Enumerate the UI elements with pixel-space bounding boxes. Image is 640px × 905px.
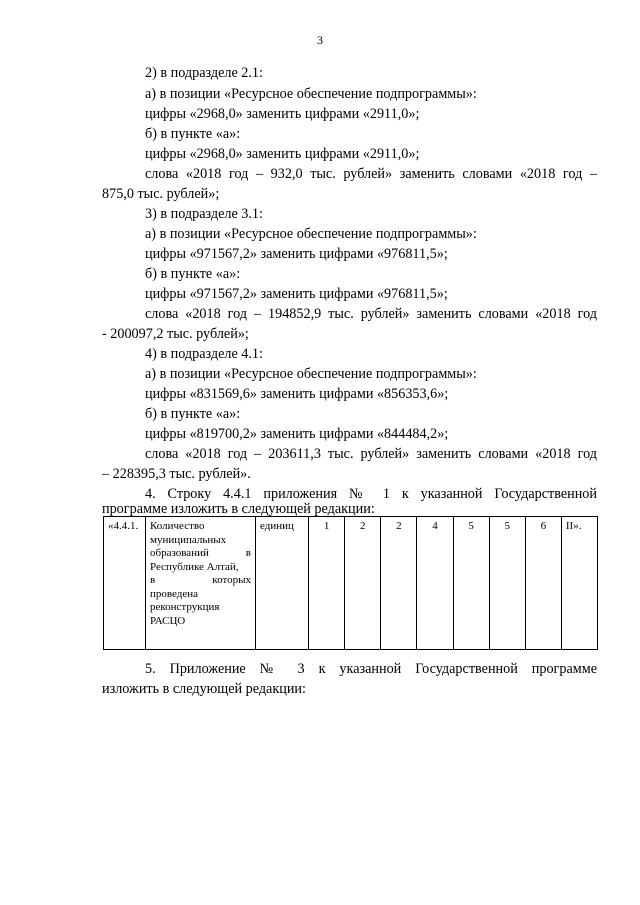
text-line: - 200097,2 тыс. рублей»; — [102, 326, 249, 342]
text-line: цифры «2968,0» заменить цифрами «2911,0»; — [145, 106, 420, 122]
row-code: «4.4.1. — [104, 517, 146, 650]
text-line: 5. Приложение № 3 к указанной Государственной программе — [145, 661, 597, 677]
text-line: слова «2018 год – 203611,3 тыс. рублей» заменить словами «2018 год — [145, 446, 597, 462]
row-value: 4 — [417, 517, 453, 650]
text-line: цифры «831569,6» заменить цифрами «856353,6»; — [145, 386, 449, 402]
text-line: 2) в подразделе 2.1: — [145, 65, 263, 81]
text-line: 875,0 тыс. рублей»; — [102, 186, 220, 202]
text-line: 3) в подразделе 3.1: — [145, 206, 263, 222]
text-line: слова «2018 год – 194852,9 тыс. рублей» заменить словами «2018 год — [145, 306, 597, 322]
text-line: б) в пункте «а»: — [145, 406, 241, 422]
text-line: 4) в подразделе 4.1: — [145, 346, 263, 362]
text-line: а) в позиции «Ресурсное обеспечение подпрограммы»: — [145, 86, 477, 102]
text-line: 4. Строку 4.4.1 приложения № 1 к указанной Государственной — [145, 486, 597, 502]
row-value: 6 — [525, 517, 561, 650]
row-value: 2 — [345, 517, 381, 650]
row-value: 1 — [309, 517, 345, 650]
row-value: 2 — [381, 517, 417, 650]
row-value: II». — [561, 517, 597, 650]
row-value: 5 — [453, 517, 489, 650]
text-line: б) в пункте «а»: — [145, 126, 241, 142]
text-line: цифры «819700,2» заменить цифрами «844484,2»; — [145, 426, 449, 442]
text-line: программе изложить в следующей редакции: — [102, 501, 375, 517]
text-line: слова «2018 год – 932,0 тыс. рублей» заменить словами «2018 год – — [145, 166, 597, 182]
text-line: цифры «971567,2» заменить цифрами «976811,5»; — [145, 246, 448, 262]
row-value: 5 — [489, 517, 525, 650]
text-line: изложить в следующей редакции: — [102, 681, 306, 697]
row-unit: единиц — [256, 517, 309, 650]
text-line: – 228395,3 тыс. рублей». — [102, 466, 251, 482]
text-line: а) в позиции «Ресурсное обеспечение подпрограммы»: — [145, 226, 477, 242]
text-line: цифры «2968,0» заменить цифрами «2911,0»; — [145, 146, 420, 162]
text-line: а) в позиции «Ресурсное обеспечение подпрограммы»: — [145, 366, 477, 382]
replacement-row-table — [103, 516, 598, 650]
page-number: 3 — [317, 33, 323, 47]
text-line: б) в пункте «а»: — [145, 266, 241, 282]
row-indicator-name: Количество муниципальных образований в Республике Алтай, в которых проведена реконструкция РАСЦО — [146, 517, 256, 650]
table-row — [104, 517, 598, 650]
text-line: цифры «971567,2» заменить цифрами «976811,5»; — [145, 286, 448, 302]
